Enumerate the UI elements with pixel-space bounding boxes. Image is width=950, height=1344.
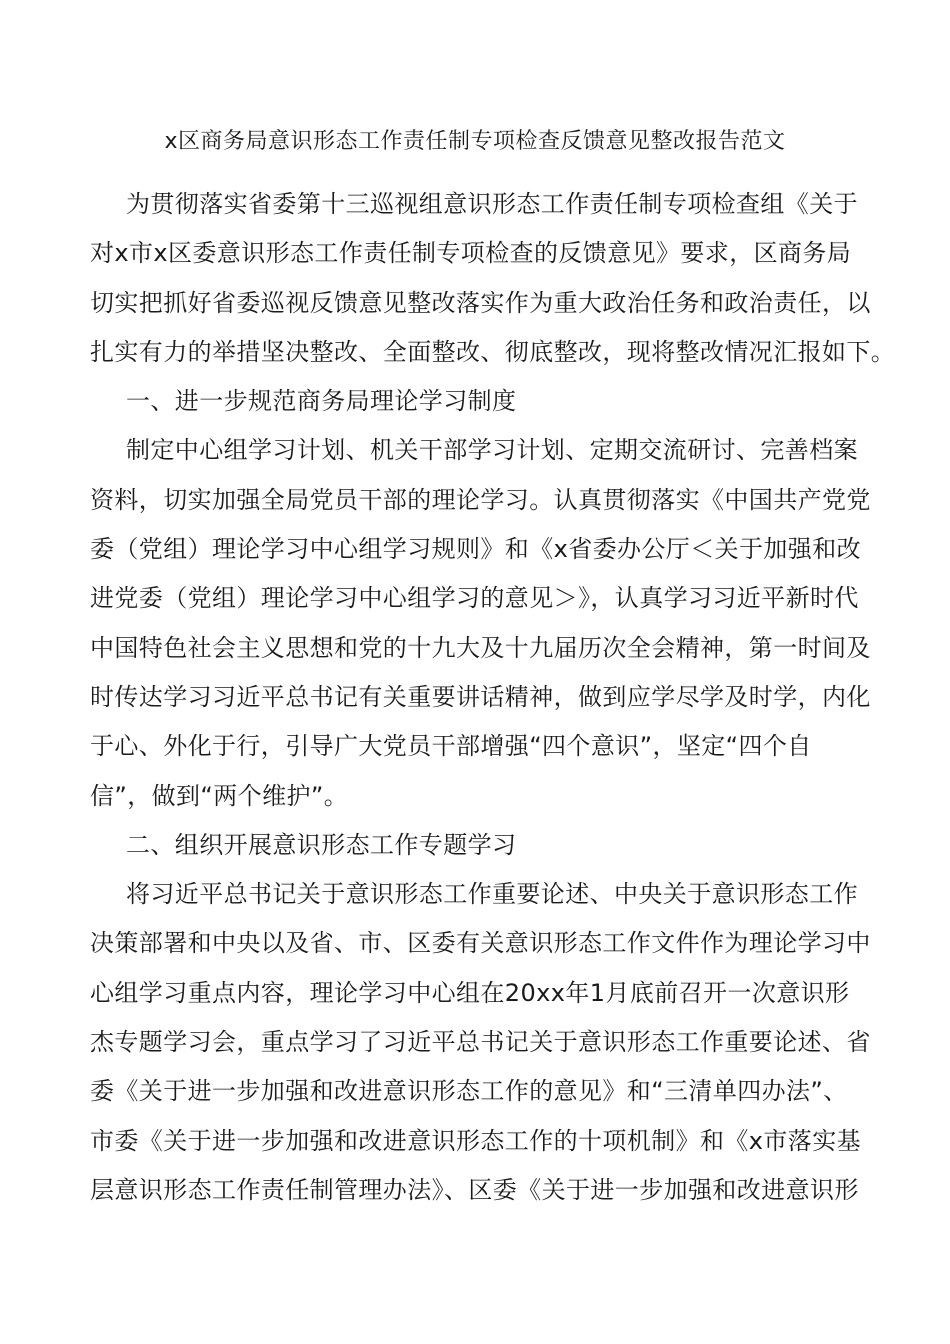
section2-line: 市委《关于进一步加强和改进意识形态工作的十项机制》和《x市落实基 (90, 1126, 862, 1155)
intro-line: 扎实有力的举措坚决整改、全面整改、彻底整改，现将整改情况汇报如下。 (90, 337, 896, 366)
intro-line: 切实把抓好省委巡视反馈意见整改落实作为重大政治任务和政治责任，以 (90, 288, 871, 317)
section1-line: 信”，做到“两个维护”。 (90, 781, 349, 810)
section1-line: 委（党组）理论学习中心组学习规则》和《x省委办公厅＜关于加强和改 (90, 535, 862, 564)
section2-line: 委《关于进一步加强和改进意识形态工作的意见》和“三清单四办法”、 (90, 1077, 848, 1106)
section1-heading: 一、进一步规范商务局理论学习制度 (126, 387, 517, 416)
section1-line: 中国特色社会主义思想和党的十九大及十九届历次全会精神，第一时间及 (90, 633, 871, 662)
document-title: x区商务局意识形态工作责任制专项检查反馈意见整改报告范文 (164, 129, 786, 154)
section2-line: 层意识形态工作责任制管理办法》、区委《关于进一步加强和改进意识形 (90, 1175, 859, 1204)
section1-line: 资料，切实加强全局党员干部的理论学习。认真贯彻落实《中国共产党党 (90, 485, 871, 514)
section2-heading: 二、组织开展意识形态工作专题学习 (126, 830, 517, 859)
section1-line: 进党委（党组）理论学习中心组学习的意见＞》，认真学习习近平新时代 (90, 584, 859, 613)
section1-line: 于心、外化于行，引导广大党员干部增强“四个意识”，坚定“四个自 (90, 732, 812, 761)
intro-line: 对x市x区委意识形态工作责任制专项检查的反馈意见》要求，区商务局 (90, 239, 852, 268)
section1-line: 制定中心组学习计划、机关干部学习计划、定期交流研讨、完善档案 (126, 436, 858, 465)
section2-line: 将习近平总书记关于意识形态工作重要论述、中央关于意识形态工作 (126, 880, 858, 909)
section1-line: 时传达学习习近平总书记有关重要讲话精神，做到应学尽学及时学，内化 (90, 682, 871, 711)
document-body (90, 180, 896, 1215)
section2-line: 心组学习重点内容，理论学习中心组在20xx年1月底前召开一次意识形 (90, 978, 850, 1007)
section2-line: 决策部署和中央以及省、市、区委有关意识形态工作文件作为理论学习中 (90, 929, 871, 958)
section2-line: 杰专题学习会，重点学习了习近平总书记关于意识形态工作重要论述、省 (90, 1028, 871, 1057)
intro-line: 为贯彻落实省委第十三巡视组意识形态工作责任制专项检查组《关于 (126, 190, 858, 218)
